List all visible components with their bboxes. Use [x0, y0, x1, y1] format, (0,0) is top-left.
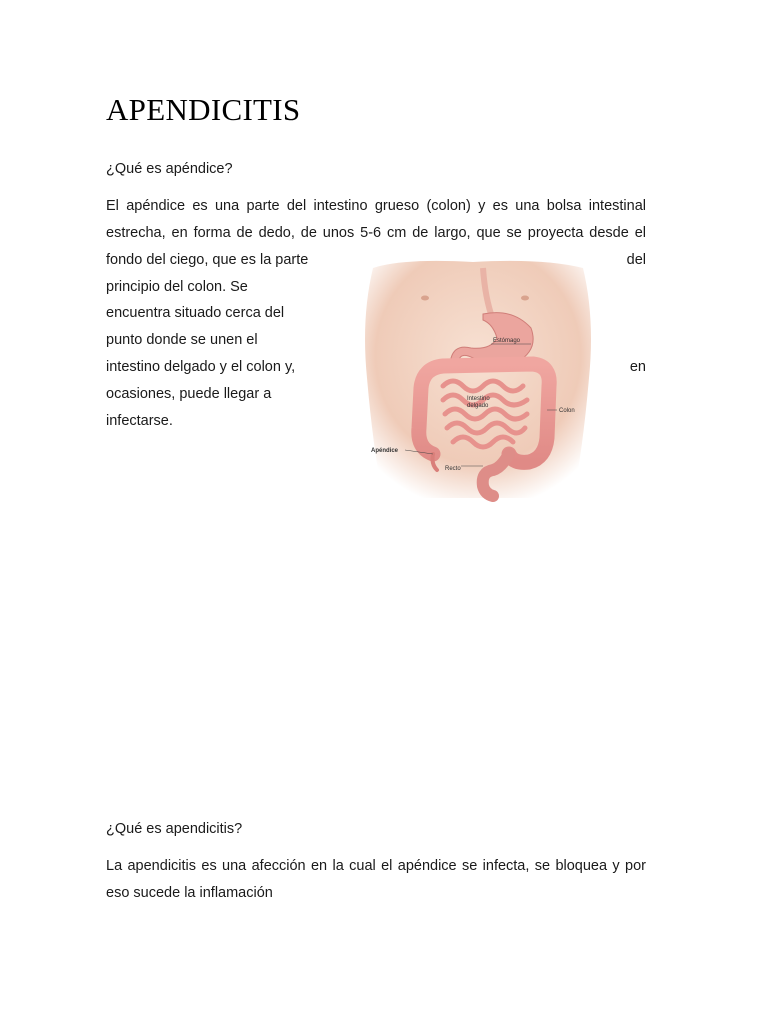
paragraph-line: La apendicitis es una afección en la cual el apéndice se infecta, se bloquea y por — [106, 858, 646, 874]
anatomy-illustration — [333, 258, 619, 502]
paragraph-line: encuentra situado cerca del — [106, 305, 285, 321]
label-estomago: Estómago — [493, 338, 521, 344]
paragraph-line: infectarse. — [106, 413, 173, 429]
paragraph-line: punto donde se unen el — [106, 332, 258, 348]
label-intestino-delgado-2: delgado — [467, 403, 489, 409]
paragraph-line: eso sucede la inflamación — [106, 885, 273, 901]
page-title: APENDICITIS — [106, 92, 301, 127]
paragraph-line-end: del — [626, 252, 646, 268]
paragraph-line: fondo del ciego, que es la parte — [106, 252, 309, 268]
paragraph-line: ocasiones, puede llegar a — [106, 386, 272, 402]
label-intestino-delgado: Intestino — [467, 396, 490, 402]
paragraph-line: intestino delgado y el colon y, — [106, 359, 296, 375]
label-colon: Colon — [559, 408, 575, 414]
label-recto: Recto — [445, 466, 461, 472]
label-apendice: Apéndice — [371, 448, 399, 454]
paragraph-line: principio del colon. Se — [106, 279, 248, 295]
torso-shape — [365, 261, 591, 498]
section-heading-apendice: ¿Qué es apéndice? — [106, 161, 233, 177]
paragraph-line-end: en — [629, 359, 646, 375]
section-heading-apendicitis: ¿Qué es apendicitis? — [106, 821, 243, 837]
paragraph-line: El apéndice es una parte del intestino grueso (colon) y es una bolsa intestinal — [106, 198, 646, 214]
paragraph-line: estrecha, en forma de dedo, de unos 5-6 cm de largo, que se proyecta desde el — [106, 225, 646, 241]
